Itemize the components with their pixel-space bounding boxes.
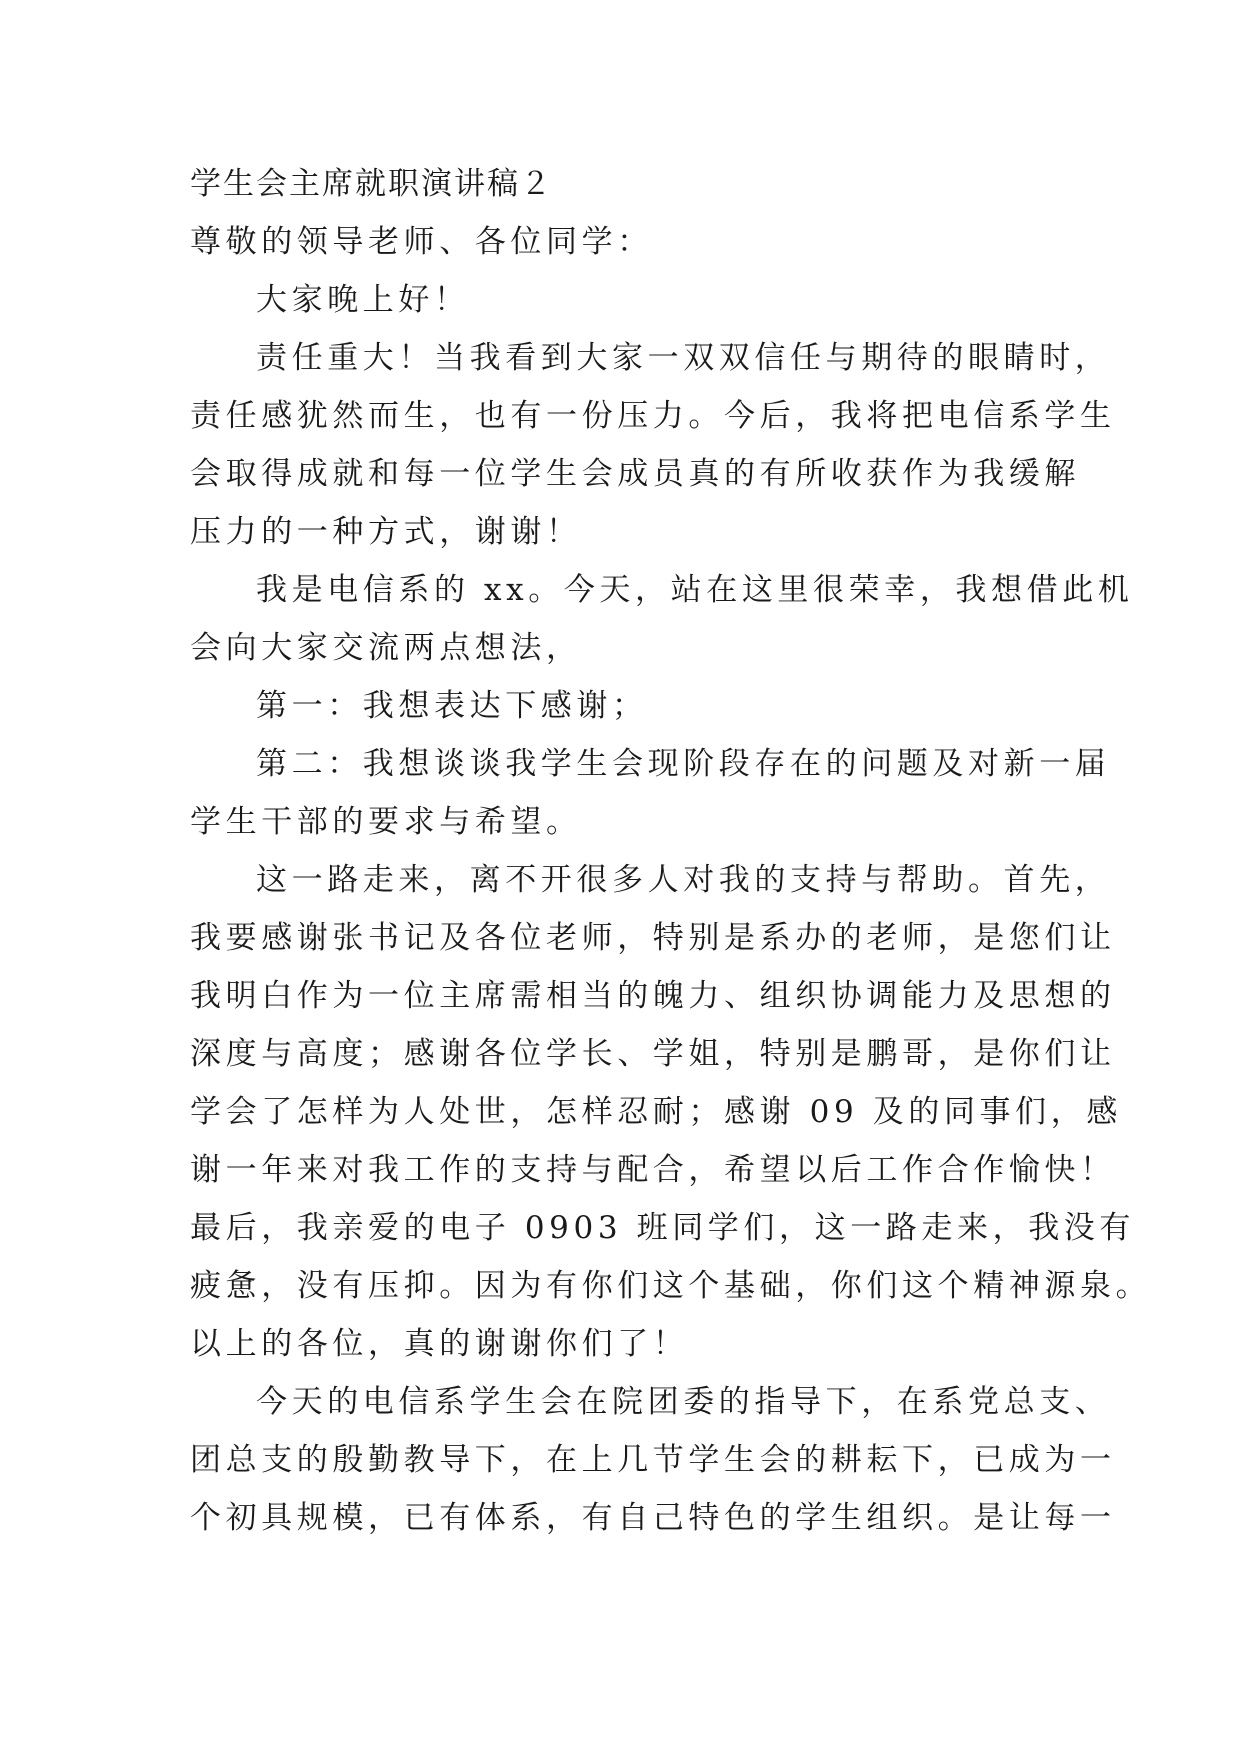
paragraph-line: 责任重大！当我看到大家一双双信任与期待的眼睛时，: [256, 340, 1111, 376]
paragraph-line: 学生干部的要求与希望。: [190, 804, 582, 840]
paragraph-line: 我是电信系的 xx。今天，站在这里很荣幸，我想借此机: [256, 572, 1134, 608]
paragraph-line: 今天的电信系学生会在院团委的指导下，在系党总支、: [256, 1384, 1111, 1420]
paragraph-line: 第二：我想谈谈我学生会现阶段存在的问题及对新一届: [256, 746, 1111, 782]
paragraph-line: 会取得成就和每一位学生会成员真的有所收获作为我缓解: [190, 456, 1080, 492]
paragraph-line: 个初具规模，已有体系，有自己特色的学生组织。是让每一: [190, 1500, 1116, 1536]
paragraph-line: 第一：我想表达下感谢；: [256, 688, 648, 724]
paragraph-line: 疲惫，没有压抑。因为有你们这个基础，你们这个精神源泉。: [190, 1268, 1152, 1304]
paragraph-line: 团总支的殷勤教导下，在上几节学生会的耕耘下，已成为一: [190, 1442, 1116, 1478]
paragraph-line: 我要感谢张书记及各位老师，特别是系办的老师，是您们让: [190, 920, 1116, 956]
paragraph-line: 深度与高度；感谢各位学长、学姐，特别是鹏哥，是你们让: [190, 1036, 1116, 1072]
paragraph-line: 最后，我亲爱的电子 0903 班同学们，这一路走来，我没有: [190, 1210, 1135, 1246]
document-title: 学生会主席就职演讲稿２: [190, 166, 553, 202]
paragraph-line: 学会了怎样为人处世，怎样忍耐；感谢 09 及的同事们，感: [190, 1094, 1122, 1130]
paragraph-line: 以上的各位，真的谢谢你们了！: [190, 1326, 689, 1362]
paragraph-line: 这一路走来，离不开很多人对我的支持与帮助。首先，: [256, 862, 1111, 898]
paragraph-line: 我明白作为一位主席需相当的魄力、组织协调能力及思想的: [190, 978, 1116, 1014]
paragraph-line: 谢一年来对我工作的支持与配合，希望以后工作合作愉快！: [190, 1152, 1116, 1188]
greeting: 大家晚上好！: [256, 282, 470, 318]
paragraph-line: 会向大家交流两点想法，: [190, 630, 582, 666]
paragraph-line: 责任感犹然而生，也有一份压力。今后，我将把电信系学生: [190, 398, 1116, 434]
paragraph-line: 压力的一种方式，谢谢！: [190, 514, 582, 550]
salutation: 尊敬的领导老师、各位同学：: [190, 224, 653, 260]
